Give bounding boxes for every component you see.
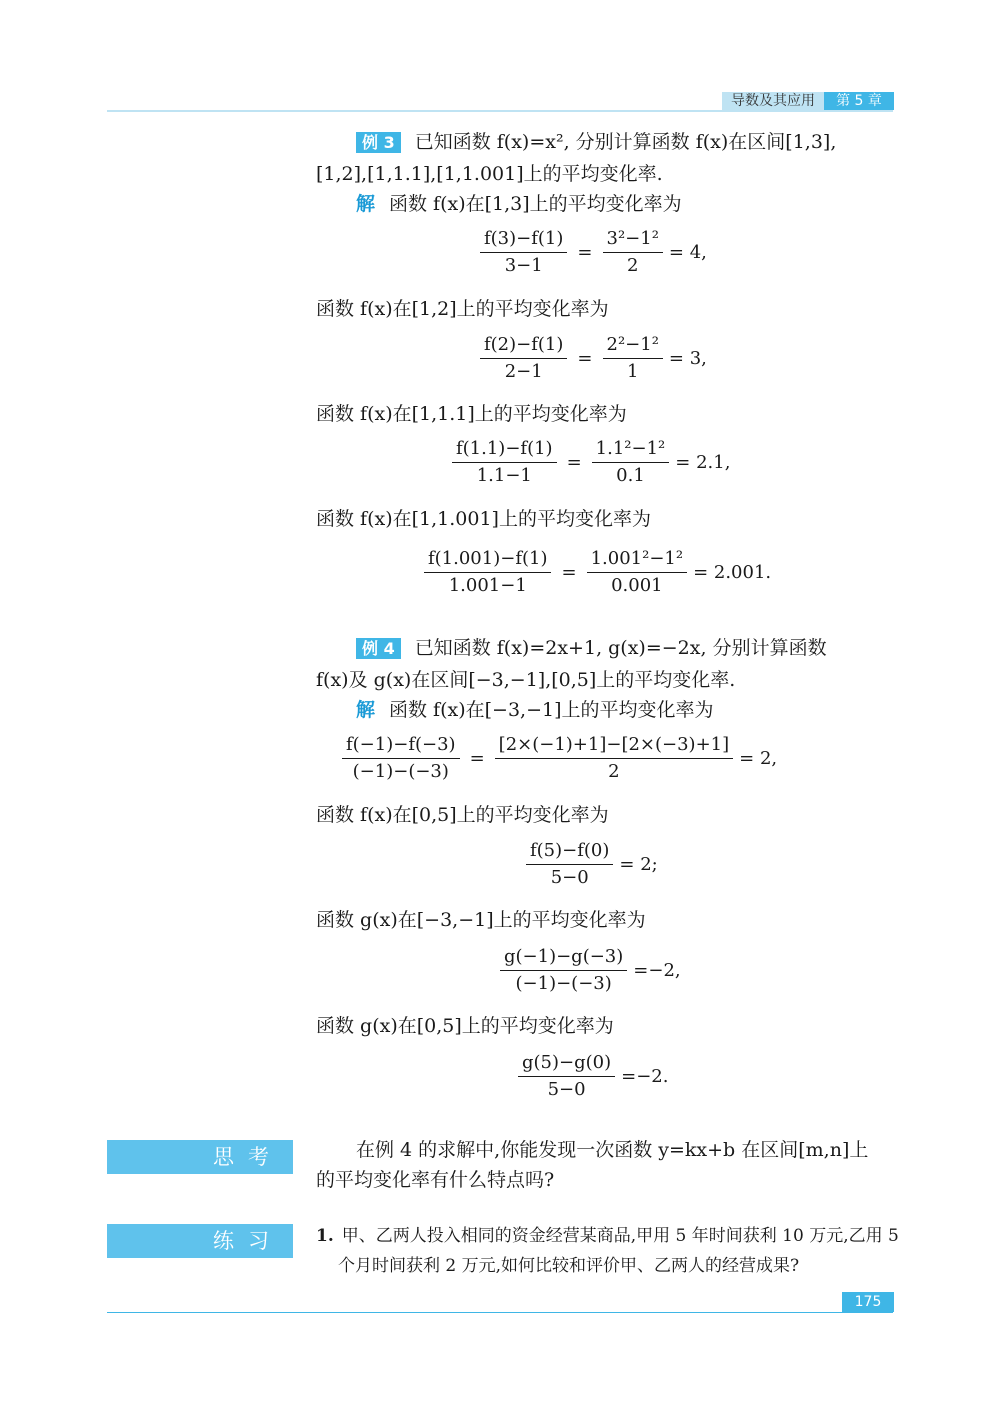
- equation-result: =−2,: [633, 960, 681, 981]
- equation-result: = 3,: [668, 348, 707, 369]
- equation-result: = 2.1,: [675, 452, 731, 473]
- example-4-text: 已知函数 f(x)=2x+1, g(x)=−2x, 分别计算函数: [414, 637, 827, 659]
- practice-label: 练习: [213, 1229, 283, 1253]
- equation-result: = 4,: [668, 242, 707, 263]
- equation-ex3-1: $\frac{f(3)-f(1)}{3-1}$ = $\frac{\text{3²−1²}}{2}$ = 4,: [474, 228, 707, 277]
- example-4-solution-line4: 函数 g(x)在[0,5]上的平均变化率为: [316, 1015, 614, 1037]
- think-question-line2: 的平均变化率有什么特点吗?: [316, 1169, 555, 1191]
- equation-ex3-3: $\frac{f(1.1)-f(1)}{1.1-1}$ = $\frac{\text{1.1²−1²}}{0.1}$ = 2.1,: [446, 438, 730, 487]
- page-number: 175: [842, 1292, 894, 1312]
- equation-ex4-4: [512, 1052, 668, 1101]
- example-3-statement-line1: [356, 126, 836, 159]
- practice-item-number: 1.: [316, 1226, 334, 1246]
- solution-tag: 解: [356, 193, 376, 215]
- fraction: $\frac{\text{2²−1²}}{1}$: [603, 334, 663, 383]
- fraction: $\frac{[2\times(-1)+1]-[2\times(-3)+1]}{2}$: [495, 734, 733, 783]
- fraction: $\frac{f(5)-f(0)}{5-0}$: [526, 840, 613, 889]
- fraction: $\frac{\text{1.001²−1²}}{0.001}$: [587, 548, 688, 597]
- equation-result: = 2;: [619, 854, 658, 875]
- equation-ex4-1: $\frac{f(-1)-f(-3)}{(-1)-(-3)}$ = $\frac{[2\times(-1)+1]-[2\times(-3)+1]}{2}$ = 2,: [336, 734, 777, 783]
- solution-tag: 解: [356, 699, 376, 721]
- fraction: $\frac{f(-1)-f(-3)}{(-1)-(-3)}$: [342, 734, 460, 783]
- header-rule: [107, 110, 893, 112]
- equation-result: = 2.001.: [693, 562, 772, 583]
- header-section-title: 导数及其应用: [722, 92, 824, 110]
- equation-ex3-2: $\frac{f(2)-f(1)}{2-1}$ = $\frac{\text{2²−1²}}{1}$ = 3,: [474, 334, 707, 383]
- fraction: $\frac{f(1.001)-f(1)}{1.001-1}$: [424, 548, 551, 597]
- example-3-solution-line2: 函数 f(x)在[1,2]上的平均变化率为: [316, 298, 609, 320]
- footer-rule: [107, 1312, 893, 1313]
- fraction: $\frac{g(5)-g(0)}{5-0}$: [518, 1052, 615, 1101]
- think-label: 思考: [213, 1145, 283, 1169]
- fraction: $\frac{\text{3²−1²}}{2}$: [603, 228, 663, 277]
- fraction: $\frac{f(3)-f(1)}{3-1}$: [480, 228, 567, 277]
- example-3-solution-line1: [356, 188, 682, 220]
- example-4-solution-line2: 函数 f(x)在[0,5]上的平均变化率为: [316, 804, 609, 826]
- fraction: $\frac{f(2)-f(1)}{2-1}$: [480, 334, 567, 383]
- think-question-line1: 在例 4 的求解中,你能发现一次函数 y=kx+b 在区间[m,n]上: [356, 1139, 869, 1161]
- practice-item-text: 甲、乙两人投入相同的资金经营某商品,甲用 5 年时间获利 10 万元,乙用 5: [341, 1226, 899, 1246]
- example-4-tag: 例 4: [356, 638, 401, 659]
- fraction: $\frac{f(1.1)-f(1)}{1.1-1}$: [452, 438, 557, 487]
- practice-item-1-line1: [316, 1220, 899, 1252]
- example-3-solution-line4: 函数 f(x)在[1,1.001]上的平均变化率为: [316, 508, 651, 530]
- equation-ex4-2: [520, 840, 658, 889]
- think-label-box: [107, 1140, 293, 1174]
- equation-ex4-3: [494, 946, 681, 995]
- solution-text: 函数 f(x)在[1,3]上的平均变化率为: [389, 193, 682, 215]
- header-chapter-badge: 第 5 章: [824, 92, 894, 110]
- example-3-solution-line3: 函数 f(x)在[1,1.1]上的平均变化率为: [316, 403, 627, 425]
- example-3-tag: 例 3: [356, 132, 401, 153]
- example-4-solution-line3: 函数 g(x)在[−3,−1]上的平均变化率为: [316, 909, 646, 931]
- example-4-statement-line2: f(x)及 g(x)在区间[−3,−1],[0,5]上的平均变化率.: [316, 669, 736, 691]
- fraction: $\frac{g(-1)-g(-3)}{(-1)-(-3)}$: [500, 946, 627, 995]
- equation-result: =−2.: [621, 1066, 669, 1087]
- fraction: $\frac{\text{1.1²−1²}}{0.1}$: [592, 438, 670, 487]
- practice-item-1-line2: 个月时间获利 2 万元,如何比较和评价甲、乙两人的经营成果?: [338, 1256, 800, 1276]
- example-3-statement-line2: [1,2],[1,1.1],[1,1.001]上的平均变化率.: [316, 163, 663, 185]
- solution-text: 函数 f(x)在[−3,−1]上的平均变化率为: [389, 699, 714, 721]
- equation-result: = 2,: [739, 748, 778, 769]
- example-4-solution-line1: [356, 694, 714, 726]
- practice-label-box: [107, 1224, 293, 1258]
- example-3-text: 已知函数 f(x)=x², 分别计算函数 f(x)在区间[1,3],: [414, 131, 837, 153]
- example-4-statement-line1: [356, 632, 827, 665]
- equation-ex3-4: $\frac{f(1.001)-f(1)}{1.001-1}$ = $\frac{\text{1.001²−1²}}{0.001}$ = 2.001.: [418, 548, 771, 597]
